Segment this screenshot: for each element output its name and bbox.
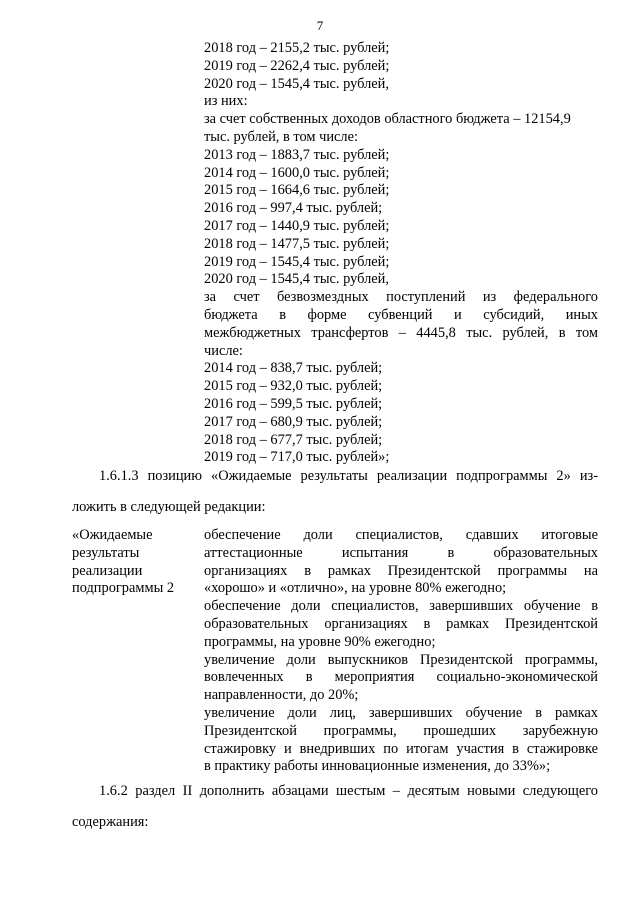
- results-line: в практику работы инновационные изменения, до 33%»;: [204, 758, 551, 775]
- federal-year: 2018 год – 677,7 тыс. рублей;: [204, 431, 383, 448]
- federal-line: за счет безвозмездных поступлений из федерального: [204, 289, 598, 306]
- results-line: увеличение доли лиц, завершивших обучение в рамках: [204, 704, 598, 721]
- own-revenue-year: 2019 год – 1545,4 тыс. рублей;: [204, 253, 390, 270]
- results-label-line: подпрограммы 2: [72, 580, 175, 597]
- funding-line: 2020 год – 1545,4 тыс. рублей,: [204, 75, 389, 92]
- paragraph-1-6-2-line2: содержания:: [72, 814, 149, 830]
- results-line: Президентской программы, прошедших зарубежную: [204, 722, 598, 739]
- federal-line: числе:: [204, 342, 243, 359]
- own-revenue-year: 2013 год – 1883,7 тыс. рублей;: [204, 146, 390, 163]
- results-line: направленности, до 20%;: [204, 687, 359, 704]
- results-line: «хорошо» и «отлично», на уровне 80% ежегодно;: [204, 580, 507, 597]
- results-line: организациях в рамках Президентской программы на: [204, 562, 598, 579]
- own-revenue-year: 2020 год – 1545,4 тыс. рублей,: [204, 271, 389, 288]
- results-line: программы, на уровне 90% ежегодно;: [204, 633, 436, 650]
- results-label: [72, 527, 192, 598]
- federal-year: 2014 год – 838,7 тыс. рублей;: [204, 360, 383, 377]
- federal-line: межбюджетных трансфертов – 4445,8 тыс. рублей, в том: [204, 324, 598, 341]
- results-line: аттестационные испытания в образовательных: [204, 544, 598, 561]
- own-revenue-year: 2017 год – 1440,9 тыс. рублей;: [204, 217, 390, 234]
- results-line: обеспечение доли специалистов, сдавших итоговые: [204, 527, 598, 543]
- paragraph-1-6-1-3-line1: 1.6.1.3 позицию «Ожидаемые результаты реализации подпрограммы 2» из-: [99, 468, 598, 484]
- funding-line: 2018 год – 2155,2 тыс. рублей;: [204, 40, 390, 56]
- results-label-line: результаты: [72, 544, 140, 561]
- funding-line: 2019 год – 2262,4 тыс. рублей;: [204, 57, 390, 74]
- results-line: образовательных организациях в рамках Президентской: [204, 615, 598, 632]
- own-revenue-year: 2016 год – 997,4 тыс. рублей;: [204, 200, 383, 217]
- own-revenue-year: 2014 год – 1600,0 тыс. рублей;: [204, 164, 390, 181]
- federal-line: бюджета в форме субвенций и субсидий, иных: [204, 306, 598, 323]
- paragraph-1-6-2-line1: 1.6.2 раздел II дополнить абзацами шестым – десятым новыми следующего: [99, 783, 598, 799]
- federal-year: 2015 год – 932,0 тыс. рублей;: [204, 378, 383, 395]
- federal-year: 2016 год – 599,5 тыс. рублей;: [204, 395, 383, 412]
- funding-block: [204, 40, 598, 467]
- own-revenue-line: за счет собственных доходов областного бюджета – 12154,9: [204, 111, 571, 128]
- own-revenue-year: 2015 год – 1664,6 тыс. рублей;: [204, 182, 390, 199]
- results-text: [204, 527, 598, 776]
- results-label-line: реализации: [72, 562, 143, 579]
- federal-year: 2017 год – 680,9 тыс. рублей;: [204, 413, 383, 430]
- funding-line: из них:: [204, 93, 248, 110]
- results-line: вовлеченных в мероприятия социально-экономической: [204, 669, 598, 686]
- paragraph-1-6-1-3-line2: ложить в следующей редакции:: [72, 499, 266, 515]
- federal-year: 2019 год – 717,0 тыс. рублей»;: [204, 449, 390, 466]
- results-label-line: «Ожидаемые: [72, 527, 153, 543]
- results-line: обеспечение доли специалистов, завершивших обучение в: [204, 598, 598, 615]
- results-line: увеличение доли выпускников Президентской программы,: [204, 651, 598, 668]
- own-revenue-line: тыс. рублей, в том числе:: [204, 128, 358, 145]
- page-number: 7: [316, 18, 324, 33]
- results-line: стажировку и внедривших по итогам участия в стажировке: [204, 740, 598, 757]
- own-revenue-year: 2018 год – 1477,5 тыс. рублей;: [204, 235, 390, 252]
